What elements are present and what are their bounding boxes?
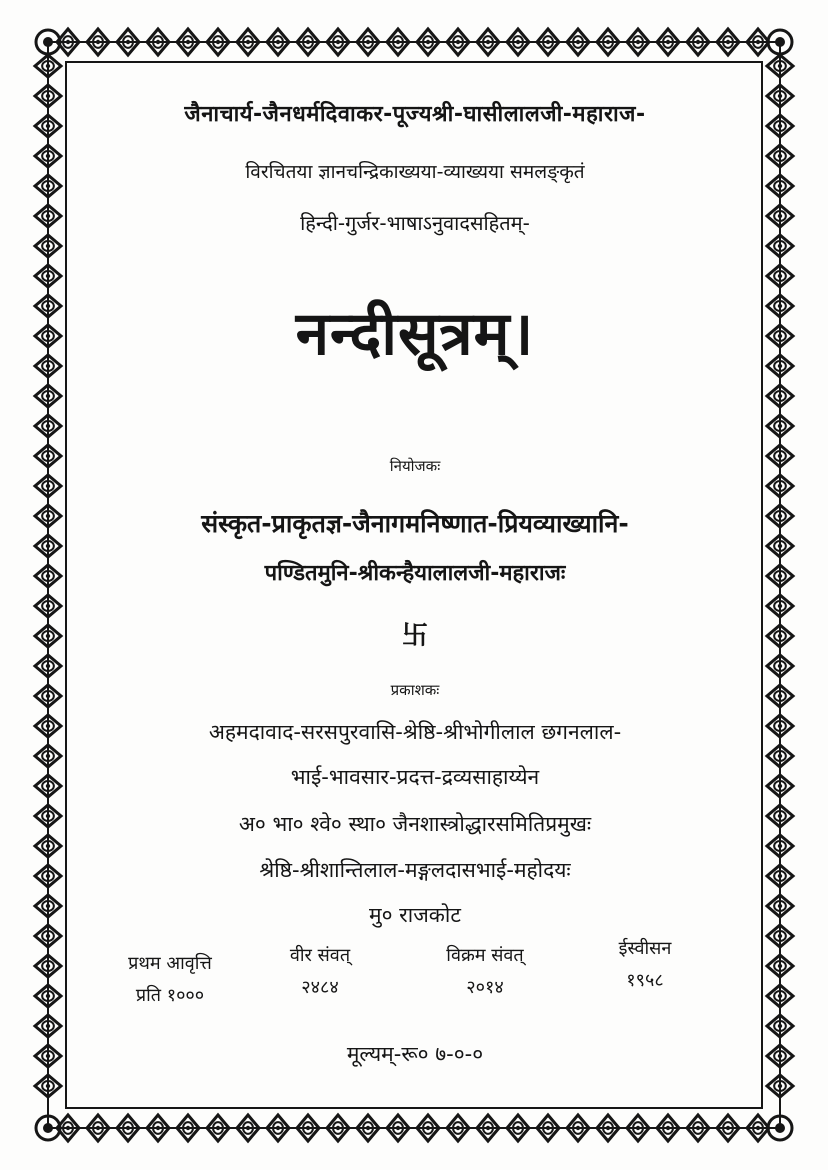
border-ornament [46,484,50,488]
border-ornament [778,124,782,128]
border-ornament [46,124,50,128]
vir-samvat-value: २४८४ [301,977,339,998]
publisher-city: मु० राजकोट [369,903,461,927]
border-ornament [778,454,782,458]
editor-line-1: संस्कृत-प्राकृतज्ञ-जैनागमनिष्णात-प्रियव्याख्यानि- [201,509,629,538]
border-ornament [778,184,782,188]
border-ornament [426,40,430,44]
border-ornament [726,40,730,44]
border-ornament [396,40,400,44]
border-ornament [126,40,130,44]
border-ornament [46,694,50,698]
border-ornament [696,1126,700,1130]
border-ornament [576,40,580,44]
border-ornament [46,1084,50,1088]
border-ornament [456,1126,460,1130]
border-ornament [336,40,340,44]
border-ornament [666,40,670,44]
border-ornament [46,514,50,518]
isvi-year-label: ईस्वीसन [618,938,672,959]
border-ornament [186,40,190,44]
publisher-line-2: भाई-भावसार-प्रदत्त-द्रव्यसाहाय्येन [290,765,540,789]
border-ornament [46,304,50,308]
swastika-symbol: 卐 [401,621,428,651]
border-ornament [46,604,50,608]
border-ornament [426,1126,430,1130]
border-ornament [306,40,310,44]
border-ornament [46,934,50,938]
border-ornament [778,574,782,578]
border-ornament [778,64,782,68]
border-ornament [216,40,220,44]
border-ornament [778,934,782,938]
border-ornament [775,37,785,47]
book-title: नन्दीसूत्रम्। [295,299,535,369]
border-ornament [606,1126,610,1130]
border-ornament [778,1054,782,1058]
border-ornament [516,1126,520,1130]
border-ornament [276,1126,280,1130]
border-ornament [546,1126,550,1130]
vir-samvat-label: वीर संवत् [289,945,351,966]
border-ornament [778,424,782,428]
border-ornament [306,1126,310,1130]
border-ornament [516,40,520,44]
border-ornament [666,1126,670,1130]
publisher-line-1: अहमदावाद-सरसपुरवासि-श्रेष्ठि-श्रीभोगीलाल छगनलाल- [208,720,622,744]
border-ornament [186,1126,190,1130]
border-ornament [456,40,460,44]
border-ornament [778,214,782,218]
border-ornament [775,1123,785,1133]
vikram-samvat-value: २०१४ [466,977,504,998]
border-ornament [636,1126,640,1130]
border-ornament [216,1126,220,1130]
border-ornament [778,904,782,908]
border-ornament [336,1126,340,1130]
border-ornament [43,37,53,47]
border-ornament [46,424,50,428]
border-ornament [778,994,782,998]
border-ornament [778,94,782,98]
border-ornament [46,754,50,758]
border-ornament [46,904,50,908]
border-ornament [486,1126,490,1130]
publisher-line-3: अ० भा० श्वे० स्था० जैनशास्त्रोद्धारसमितिप्रमुखः [238,812,592,836]
border-ornament [486,40,490,44]
border-ornament [366,1126,370,1130]
border-ornament [46,634,50,638]
border-ornament [396,1126,400,1130]
header-line-2: विरचितया ज्ञानचन्द्रिकाख्यया-व्याख्यया समलङ्कृतं [245,161,585,183]
border-ornament [96,40,100,44]
border-ornament [46,1054,50,1058]
border-ornament [46,814,50,818]
border-ornament [46,784,50,788]
border-ornament [46,964,50,968]
border-ornament [46,574,50,578]
border-ornament [778,814,782,818]
border-ornament [46,184,50,188]
border-ornament [778,274,782,278]
border-ornament [96,1126,100,1130]
border-ornament [778,394,782,398]
border-ornament [46,724,50,728]
border-ornament [778,1024,782,1028]
border-ornament [46,394,50,398]
border-ornament [778,1084,782,1088]
border-ornament [46,844,50,848]
border-ornament [246,1126,250,1130]
border-ornament [778,724,782,728]
isvi-year-value: १९५८ [626,970,664,991]
border-ornament [46,1024,50,1028]
border-ornament [778,754,782,758]
border-ornament [46,364,50,368]
border-ornament [46,274,50,278]
border-ornament [156,40,160,44]
border-ornament [66,40,70,44]
border-ornament [126,1126,130,1130]
price: मूल्यम्-रू० ७-०-० [346,1042,484,1066]
border-ornament [778,694,782,698]
border-ornament [46,664,50,668]
border-ornament [46,94,50,98]
border-ornament [46,544,50,548]
editor-line-2: पण्डितमुनि-श्रीकन्हैयालालजी-महाराजः [264,561,566,586]
border-ornament [46,244,50,248]
border-ornament [366,40,370,44]
border-ornament [43,1123,53,1133]
edition-first-value: प्रति १००० [135,985,205,1006]
border-ornament [778,244,782,248]
border-ornament [276,40,280,44]
border-ornament [66,1126,70,1130]
border-ornament [46,214,50,218]
border-ornament [778,514,782,518]
border-ornament [778,484,782,488]
border-ornament [46,154,50,158]
border-ornament [246,40,250,44]
publisher-label: प्रकाशकः [390,681,440,699]
vikram-samvat-label: विक्रम संवत् [446,945,524,966]
border-ornament [46,994,50,998]
border-ornament [46,334,50,338]
border-ornament [156,1126,160,1130]
border-ornament [778,364,782,368]
publisher-line-4: श्रेष्ठि-श्रीशान्तिलाल-मङ्गलदासभाई-महोदयः [259,858,571,882]
border-ornament [778,844,782,848]
header-line-3: हिन्दी-गुर्जर-भाषाऽनुवादसहितम्- [300,211,530,235]
border-ornament [778,334,782,338]
border-ornament [696,40,700,44]
border-ornament [726,1126,730,1130]
border-ornament [778,604,782,608]
isvi-year-column [580,933,710,997]
border-ornament [778,634,782,638]
border-ornament [778,154,782,158]
border-ornament [778,544,782,548]
border-ornament [778,304,782,308]
header-line-1: जैनाचार्य-जैनधर्मदिवाकर-पूज्यश्री-घासीलालजी-महाराज- [184,102,646,127]
border-ornament [46,874,50,878]
editor-label: नियोजकः [389,457,441,475]
edition-first-label: प्रथम आवृत्ति [128,953,212,974]
border-ornament [576,1126,580,1130]
border-ornament [546,40,550,44]
border-ornament [756,1126,760,1130]
border-ornament [606,40,610,44]
border-ornament [756,40,760,44]
border-ornament [778,964,782,968]
vikram-samvat-column [410,940,560,1004]
border-ornament [46,454,50,458]
vir-samvat-column [255,940,385,1004]
border-ornament [636,40,640,44]
border-ornament [778,664,782,668]
border-ornament [46,64,50,68]
edition-first-column [100,948,240,1012]
border-ornament [778,784,782,788]
border-ornament [778,874,782,878]
